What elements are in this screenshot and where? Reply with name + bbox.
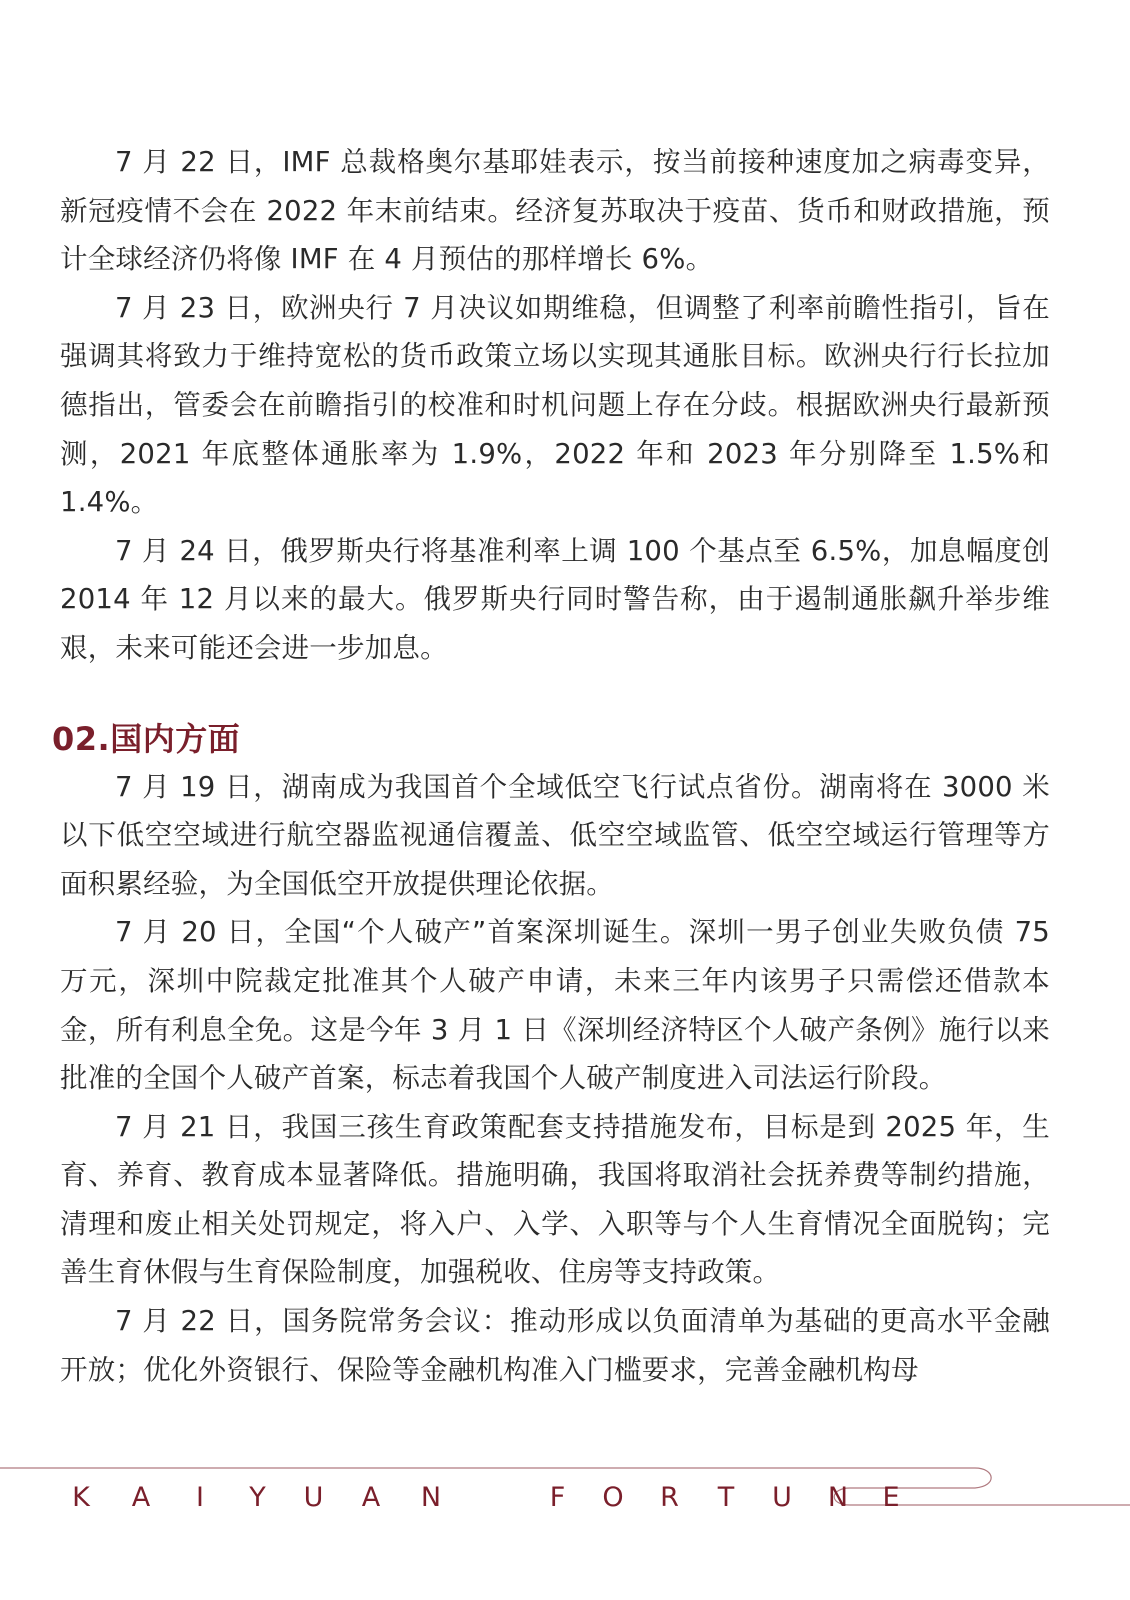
brand-letter: R — [660, 1481, 679, 1513]
brand-letter: A — [131, 1481, 151, 1513]
paragraph-ecb: 7 月 23 日，欧洲央行 7 月决议如期维稳，但调整了利率前瞻性指引，旨在强调其将致力于维持宽松的货币政策立场以实现其通胀目标。欧洲央行行长拉加德指出，管委会在前瞻指引的校准和时机问题上存在分歧。根据欧洲央行最新预测，2021 年底整体通胀率为 1.9%，2022 年和 2023 年分别降至 1.5%和 1.4%。 — [60, 291, 1050, 519]
brand-letter: I — [196, 1481, 204, 1513]
brand-letter: K — [72, 1481, 90, 1513]
brand-letter: N — [420, 1481, 442, 1513]
brand-wordmark — [50, 1477, 916, 1517]
page-footer — [0, 1450, 1130, 1600]
paragraph-hunan: 7 月 19 日，湖南成为我国首个全域低空飞行试点省份。湖南将在 3000 米以下低空空域进行航空器监视通信覆盖、低空空域监管、低空空域运行管理等方面积累经验，为全国低空开放提供理论依据。 — [60, 770, 1050, 900]
brand-letter: O — [602, 1481, 624, 1513]
paragraph-state-council: 7 月 22 日，国务院常务会议：推动形成以负面清单为基础的更高水平金融开放；优化外资银行、保险等金融机构准入门槛要求，完善金融机构母 — [60, 1305, 1050, 1386]
brand-letter: T — [717, 1481, 735, 1513]
brand-letter: U — [303, 1481, 324, 1513]
paragraph-three-child: 7 月 21 日，我国三孩生育政策配套支持措施发布，目标是到 2025 年，生育、养育、教育成本显著降低。措施明确，我国将取消社会抚养费等制约措施，清理和废止相关处罚规定，将入户、入学、入职等与个人生育情况全面脱钩；完善生育休假与生育保险制度，加强税收、住房等支持政策。 — [60, 1110, 1050, 1289]
brand-letter: N — [827, 1481, 849, 1513]
section-title-domestic: 02.国内方面 — [52, 719, 241, 758]
article-body — [52, 138, 1050, 1394]
brand-letter: F — [549, 1481, 566, 1513]
paragraph-russia: 7 月 24 日，俄罗斯央行将基准利率上调 100 个基点至 6.5%，加息幅度创 2014 年 12 月以来的最大。俄罗斯央行同时警告称，由于遏制通胀飙升举步维艰，未来可能还会进一步加息。 — [60, 534, 1050, 664]
brand-letter: E — [882, 1481, 900, 1513]
paragraph-imf: 7 月 22 日，IMF 总裁格奥尔基耶娃表示，按当前接种速度加之病毒变异，新冠疫情不会在 2022 年末前结束。经济复苏取决于疫苗、货币和财政措施，预计全球经济仍将像 IMF 在 4 月预估的那样增长 6%。 — [60, 146, 1050, 276]
brand-letter: U — [772, 1481, 792, 1513]
brand-letter: A — [361, 1481, 381, 1513]
brand-letter: Y — [249, 1481, 266, 1513]
footer-decoration — [0, 1450, 1130, 1600]
paragraph-bankruptcy: 7 月 20 日，全国“个人破产”首案深圳诞生。深圳一男子创业失败负债 75 万元，深圳中院裁定批准其个人破产申请，未来三年内该男子只需偿还借款本金，所有利息全免。这是今年 3 月 1 日《深圳经济特区个人破产条例》施行以来批准的全国个人破产首案，标志着我国个人破产制度进入司法运行阶段。 — [60, 916, 1050, 1095]
